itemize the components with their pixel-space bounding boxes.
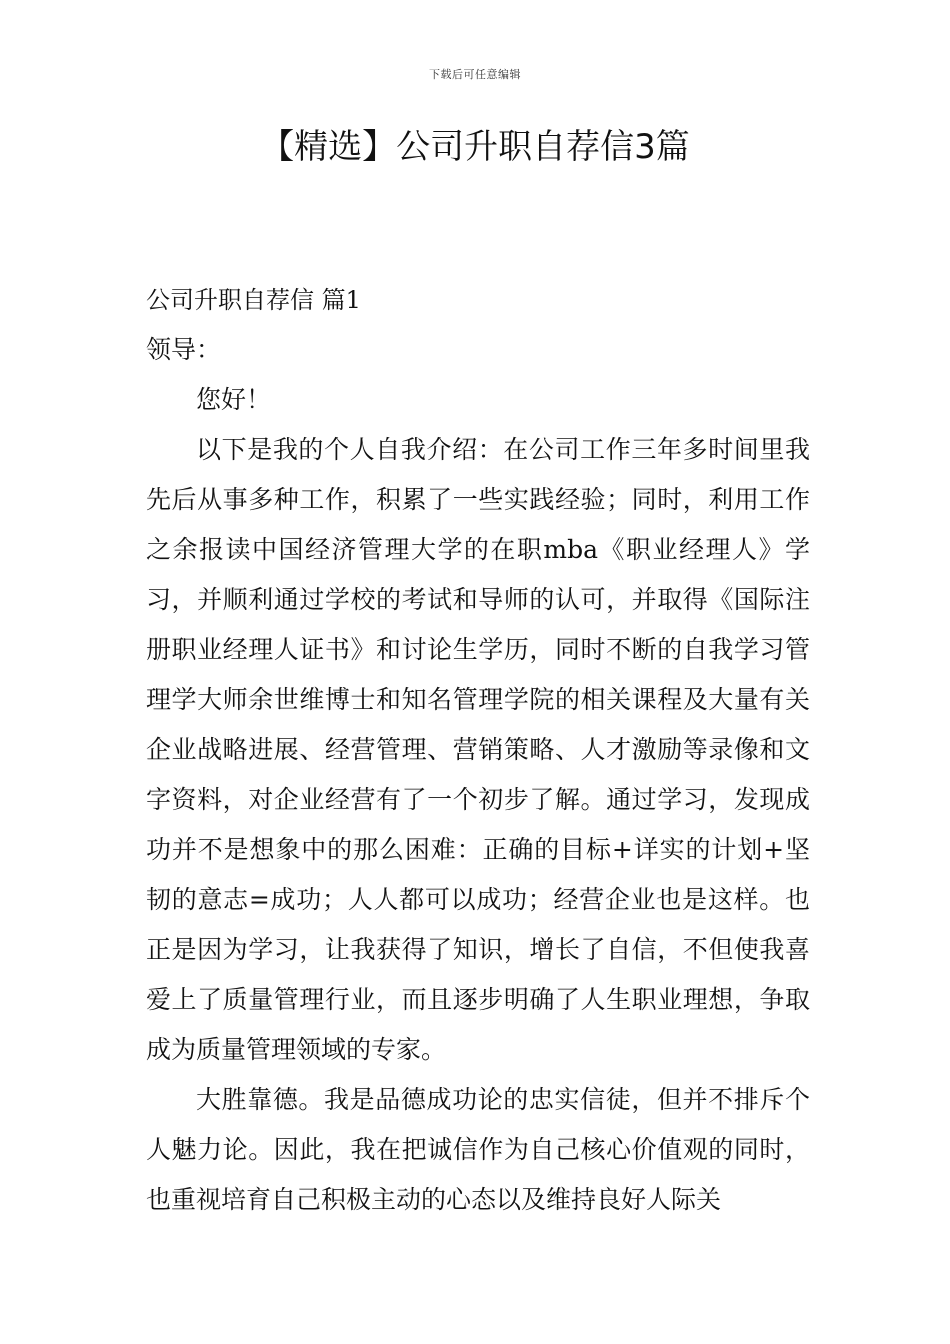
paragraph-morality: 大胜靠德。我是品德成功论的忠实信徒，但并不排斥个人魅力论。因此，我在把诚信作为自己核心价值观的同时，也重视培育自己积极主动的心态以及维持良好人际关 [146, 1085, 810, 1214]
section-heading: 公司升职自荐信 篇1 [146, 286, 361, 314]
salutation: 领导： [146, 335, 222, 364]
paragraph-self-introduction: 以下是我的个人自我介绍：在公司工作三年多时间里我先后从事多种工作，积累了一些实践经验；同时，利用工作之余报读中国经济管理大学的在职mba《职业经理人》学习，并顺利通过学校的考试和导师的认可，并取得《国际注册职业经理人证书》和讨论生学历，同时不断的自我学习管理学大师余世维博士和知名管理学院的相关课程及大量有关企业战略进展、经营管理、营销策略、人才激励等录像和文字资料，对企业经营有了一个初步了解。通过学习，发现成功并不是想象中的那么困难：正确的目标+详实的计划+坚韧的意志=成功；人人都可以成功；经营企业也是这样。也正是因为学习，让我获得了知识，增长了自信，不但使我喜爱上了质量管理行业，而且逐步明确了人生职业理想，争取成为质量管理领域的专家。 [146, 435, 810, 1064]
document-title: 【精选】公司升职自荐信3篇 [260, 127, 690, 167]
header-note: 下载后可任意编辑 [429, 68, 521, 81]
document-body [146, 275, 810, 1225]
greeting: 您好！ [196, 385, 272, 414]
